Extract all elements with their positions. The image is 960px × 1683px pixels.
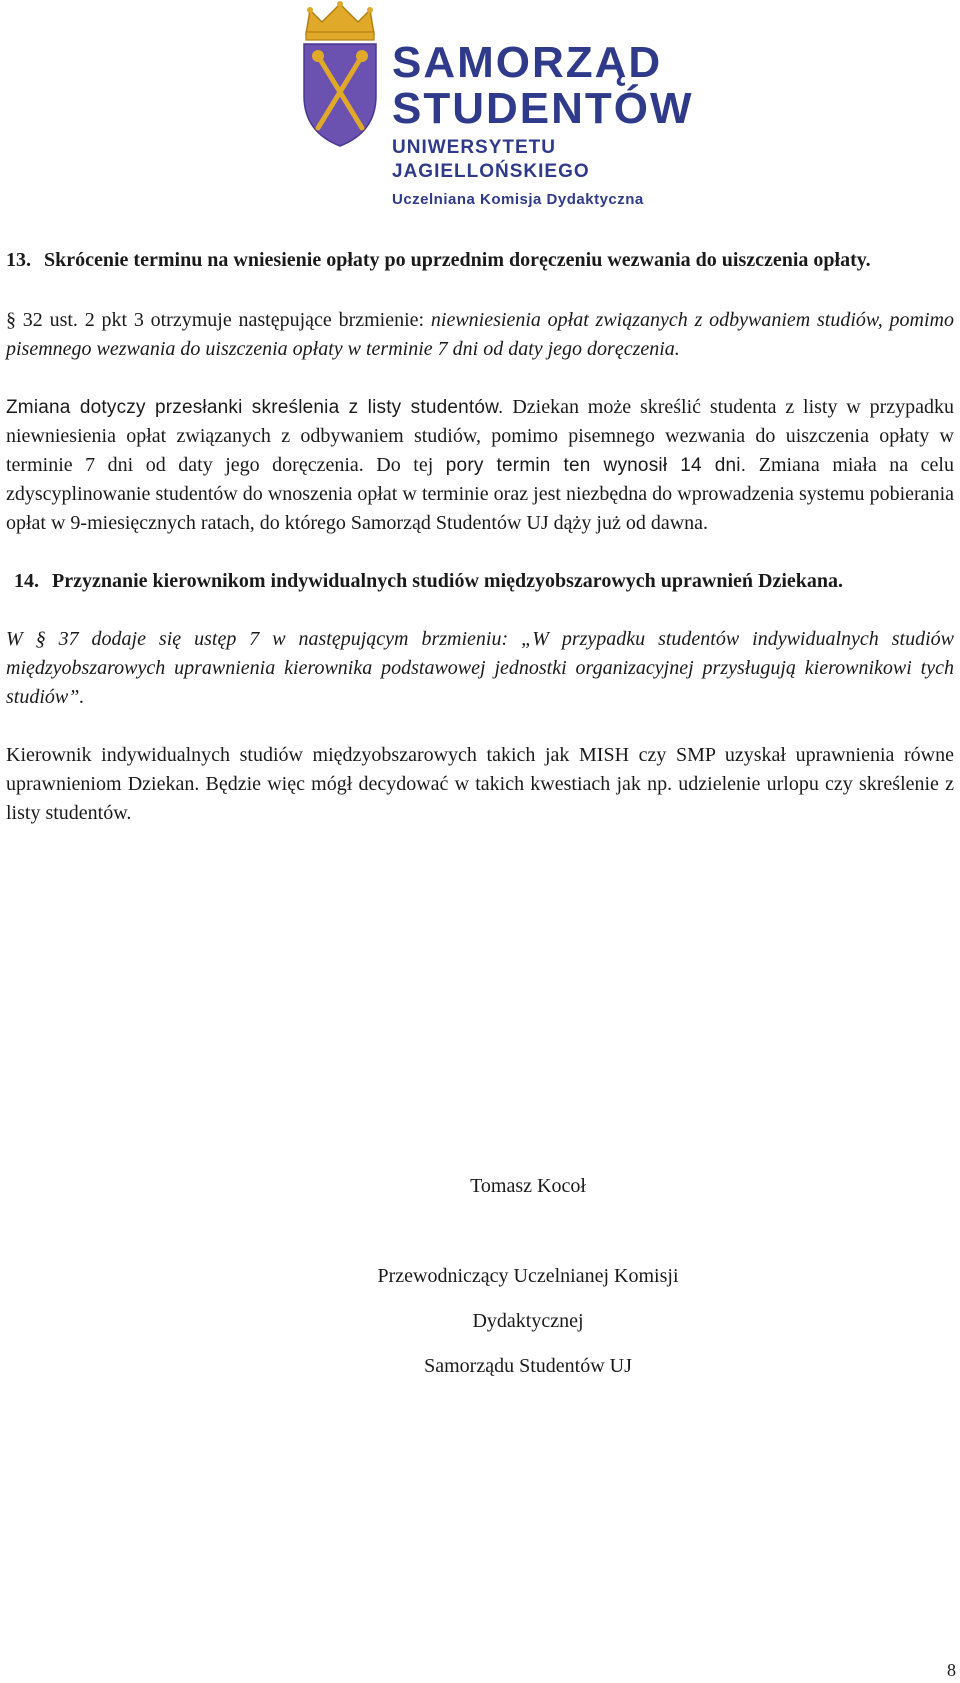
section-14-title: Przyznanie kierownikom indywidualnych studiów międzyobszarowych uprawnień Dziekana. — [52, 570, 844, 592]
logo-line-4: Uczelniana Komisja Dydaktyczna — [392, 191, 644, 208]
section-14-amendment: W § 37 dodaje się ustęp 7 w następującym brzmieniu: „W przypadku studentów indywidualnych studiów międzyobszarowych uprawnienia kierownika podstawowej jednostki organizacyjnej przysługują kierownikowi tych studiów”. — [6, 628, 954, 708]
section-14-heading — [6, 567, 954, 596]
signature-role — [0, 1262, 960, 1381]
section-13-explanation-lead: Zmiana dotyczy przesłanki skreślenia z listy studentów. — [6, 397, 504, 418]
section-13-title: Skrócenie terminu na wniesienie opłaty po uprzednim doręczeniu wezwania do uiszczenia opłaty. — [44, 249, 871, 271]
letterhead — [300, 0, 694, 208]
signature-role-line-1: Przewodniczący Uczelnianej Komisji — [377, 1265, 679, 1287]
section-13-amendment-prefix: § 32 ust. 2 pkt 3 otrzymuje następujące brzmienie: — [6, 309, 431, 331]
section-14-number: 14. — [14, 570, 39, 592]
section-14-explanation: Kierownik indywidualnych studiów międzyobszarowych takich jak MISH czy SMP uzyskał uprawnienia równe uprawnieniom Dziekan. Będzie więc mógł decydować w takich kwestiach jak np. udzielenie urlopu czy skreślenie z listy studentów. — [6, 744, 954, 824]
signature-name: Tomasz Kocoł — [470, 1175, 586, 1197]
signature-role-line-2: Dydaktycznej — [472, 1310, 584, 1332]
section-13-amendment-text: niewniesienia opłat związanych z odbywaniem studiów, pomimo pisemnego wezwania do uiszczenia opłaty w terminie 7 dni od daty jego doręczenia. — [6, 309, 955, 360]
section-13-explanation-part1: Dziekan może skreślić studenta z listy w przypadku niewniesienia opłat związanych z odbywaniem studiów, pomimo pisemnego wezwania do uiszczenia opłaty w terminie 7 dni od daty jego doręczenia. Do tej — [6, 396, 954, 476]
section-13-heading — [6, 246, 954, 275]
section-13-explanation-part2: Zmiana miała na celu zdyscyplinowanie studentów do wnoszenia opłat w terminie oraz jest niezbędna do wprowadzenia systemu pobierania opłat w 9-miesięcznych ratach, do którego Samorząd Studentów UJ dąży już od dawna. — [6, 454, 954, 534]
university-crest-icon — [300, 0, 380, 150]
signature-block — [0, 1172, 960, 1201]
page-number: 8 — [947, 1660, 956, 1680]
logo-line-3: UNIWERSYTETU JAGIELLOŃSKIEGO — [392, 137, 590, 182]
signature-role-line-3: Samorządu Studentów UJ — [424, 1355, 632, 1377]
section-13-explanation — [6, 393, 954, 538]
section-13-explanation-mid: pory termin ten wynosił 14 dni. — [445, 455, 747, 476]
section-13-number: 13. — [6, 249, 31, 271]
logo-line-2: STUDENTÓW — [392, 84, 694, 133]
document-body — [6, 246, 954, 828]
logo-wordmark — [392, 40, 692, 210]
logo-line-1: SAMORZĄD — [392, 38, 663, 87]
section-13-amendment — [6, 306, 954, 364]
